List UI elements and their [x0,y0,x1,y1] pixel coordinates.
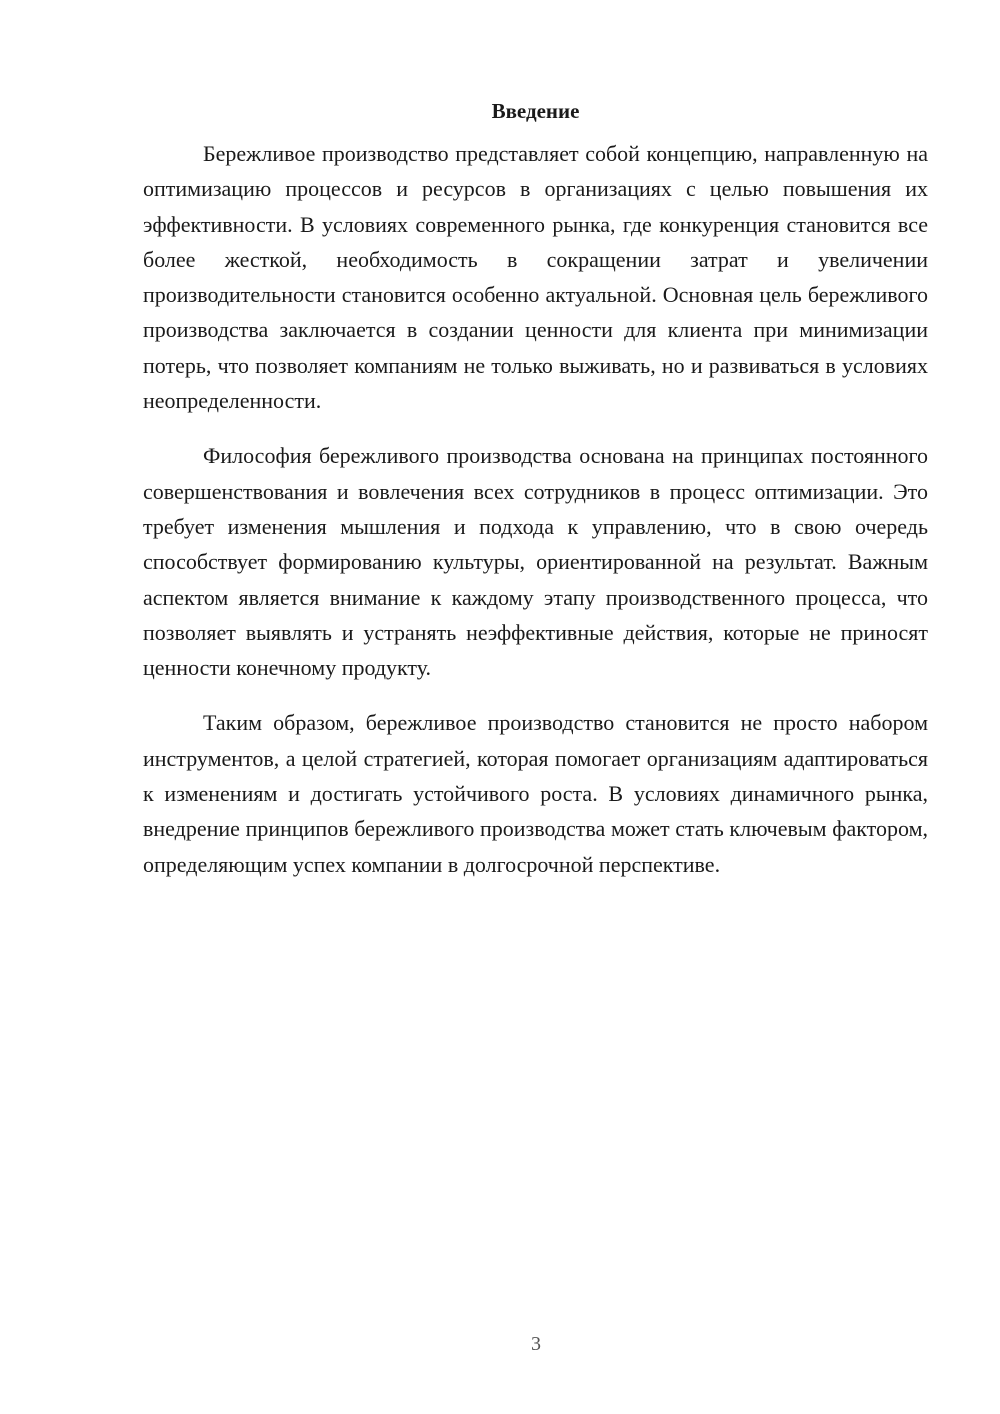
paragraph-3: Таким образом, бережливое производство становится не просто набором инструментов, а целой стратегией, которая помогает организациям адаптироваться к изменениям и достигать устойчивого роста. В условиях динамичного рынка, внедрение принципов бережливого производства может стать ключевым фактором, определяющим успех компании в долгосрочной перспективе. [143,710,928,877]
document-body [143,94,928,902]
section-heading: Введение [491,99,580,123]
paragraph-1: Бережливое производство представляет собой концепцию, направленную на оптимизацию процессов и ресурсов в организациях с целью повышения их эффективности. В условиях современного рынка, где конкуренция становится все более жесткой, необходимость в сокращении затрат и увеличении производительности становится особенно актуальной. Основная цель бережливого производства заключается в создании ценности для клиента при минимизации потерь, что позволяет компаниям не только выживать, но и развиваться в условиях неопределенности. [143,141,928,414]
page-number: 3 [531,1333,541,1355]
paragraph-2: Философия бережливого производства основана на принципах постоянного совершенствования и вовлечения всех сотрудников в процесс оптимизации. Это требует изменения мышления и подхода к управлению, что в свою очередь способствует формированию культуры, ориентированной на результат. Важным аспектом является внимание к каждому этапу производственного процесса, что позволяет выявлять и устранять неэффективные действия, которые не приносят ценности конечному продукту. [143,443,928,681]
